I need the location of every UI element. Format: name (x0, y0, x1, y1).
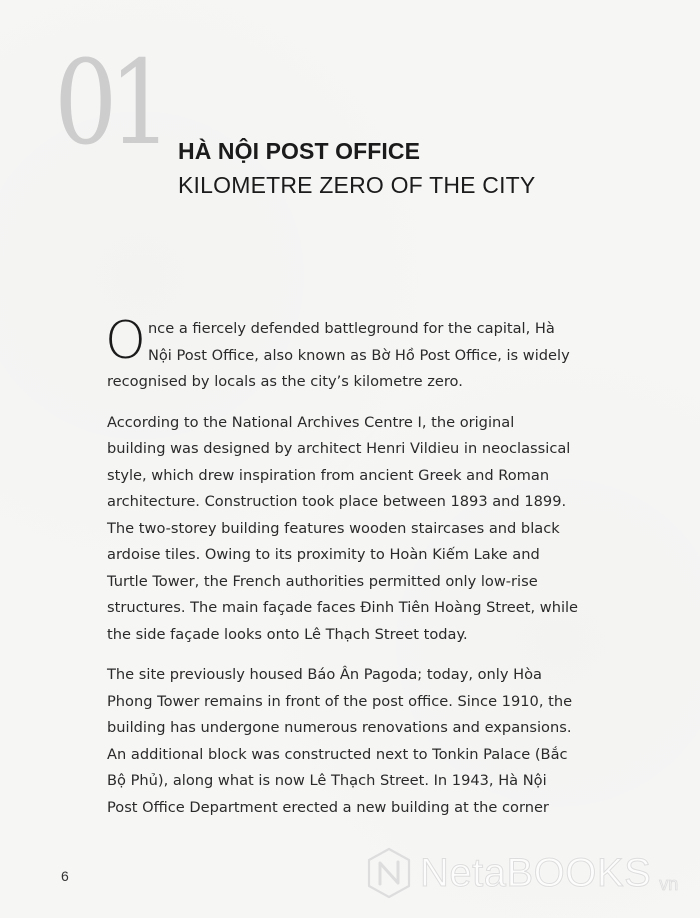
text-line: An additional block was constructed next to Tonkin Palace (Bắc (107, 745, 568, 763)
chapter-subtitle: KILOMETRE ZERO OF THE CITY (178, 172, 536, 198)
text-line: Nội Post Office, also known as Bờ Hồ Post Office, is widely (147, 346, 570, 364)
watermark-suffix: vn (659, 874, 679, 894)
watermark (364, 846, 678, 900)
text-line: The site previously housed Báo Ân Pagoda; today, only Hòa (107, 666, 542, 683)
page-number: 6 (61, 868, 69, 884)
netabooks-hexagon-logo-icon (364, 846, 414, 900)
paragraph-3 (107, 662, 575, 821)
watermark-brand: NetaBOOKS (420, 851, 652, 895)
text-line: Phong Tower remains in front of the post office. Since 1910, the (107, 692, 573, 710)
text-line: According to the National Archives Centre I, the original (107, 413, 515, 431)
text-line: ardoise tiles. Owing to its proximity to Hoàn Kiếm Lake and (107, 546, 540, 563)
paragraph-2 (107, 410, 579, 649)
text-line: The two-storey building features wooden staircases and black (107, 519, 560, 537)
text-line: building was designed by architect Henri Vildieu in neoclassical (107, 440, 571, 457)
text-line: Turtle Tower, the French authorities permitted only low-rise (107, 572, 538, 590)
body-text (105, 311, 579, 835)
text-line: Post Office Department erected a new building at the corner (107, 798, 549, 816)
chapter-heading (178, 136, 535, 200)
text-line: structures. The main façade faces Đinh Tiên Hoàng Street, while (107, 599, 579, 616)
paragraph-1 (105, 311, 575, 396)
text-line: Bộ Phủ), along what is now Lê Thạch Street. In 1943, Hà Nội (107, 772, 547, 789)
text-line: recognised by locals as the city’s kilometre zero. (107, 373, 463, 390)
chapter-title: HÀ NỘI POST OFFICE (178, 138, 421, 164)
text-line: architecture. Construction took place between 1893 and 1899. (107, 493, 567, 510)
drop-cap: O (105, 311, 146, 371)
text-line: the side façade looks onto Lê Thạch Street today. (107, 625, 468, 643)
text-line: style, which drew inspiration from ancient Greek and Roman (107, 466, 550, 484)
text-line: building has undergone numerous renovations and expansions. (107, 719, 572, 736)
text-line: nce a fiercely defended battleground for the capital, Hà (147, 320, 555, 337)
chapter-number: 01 (54, 36, 164, 171)
